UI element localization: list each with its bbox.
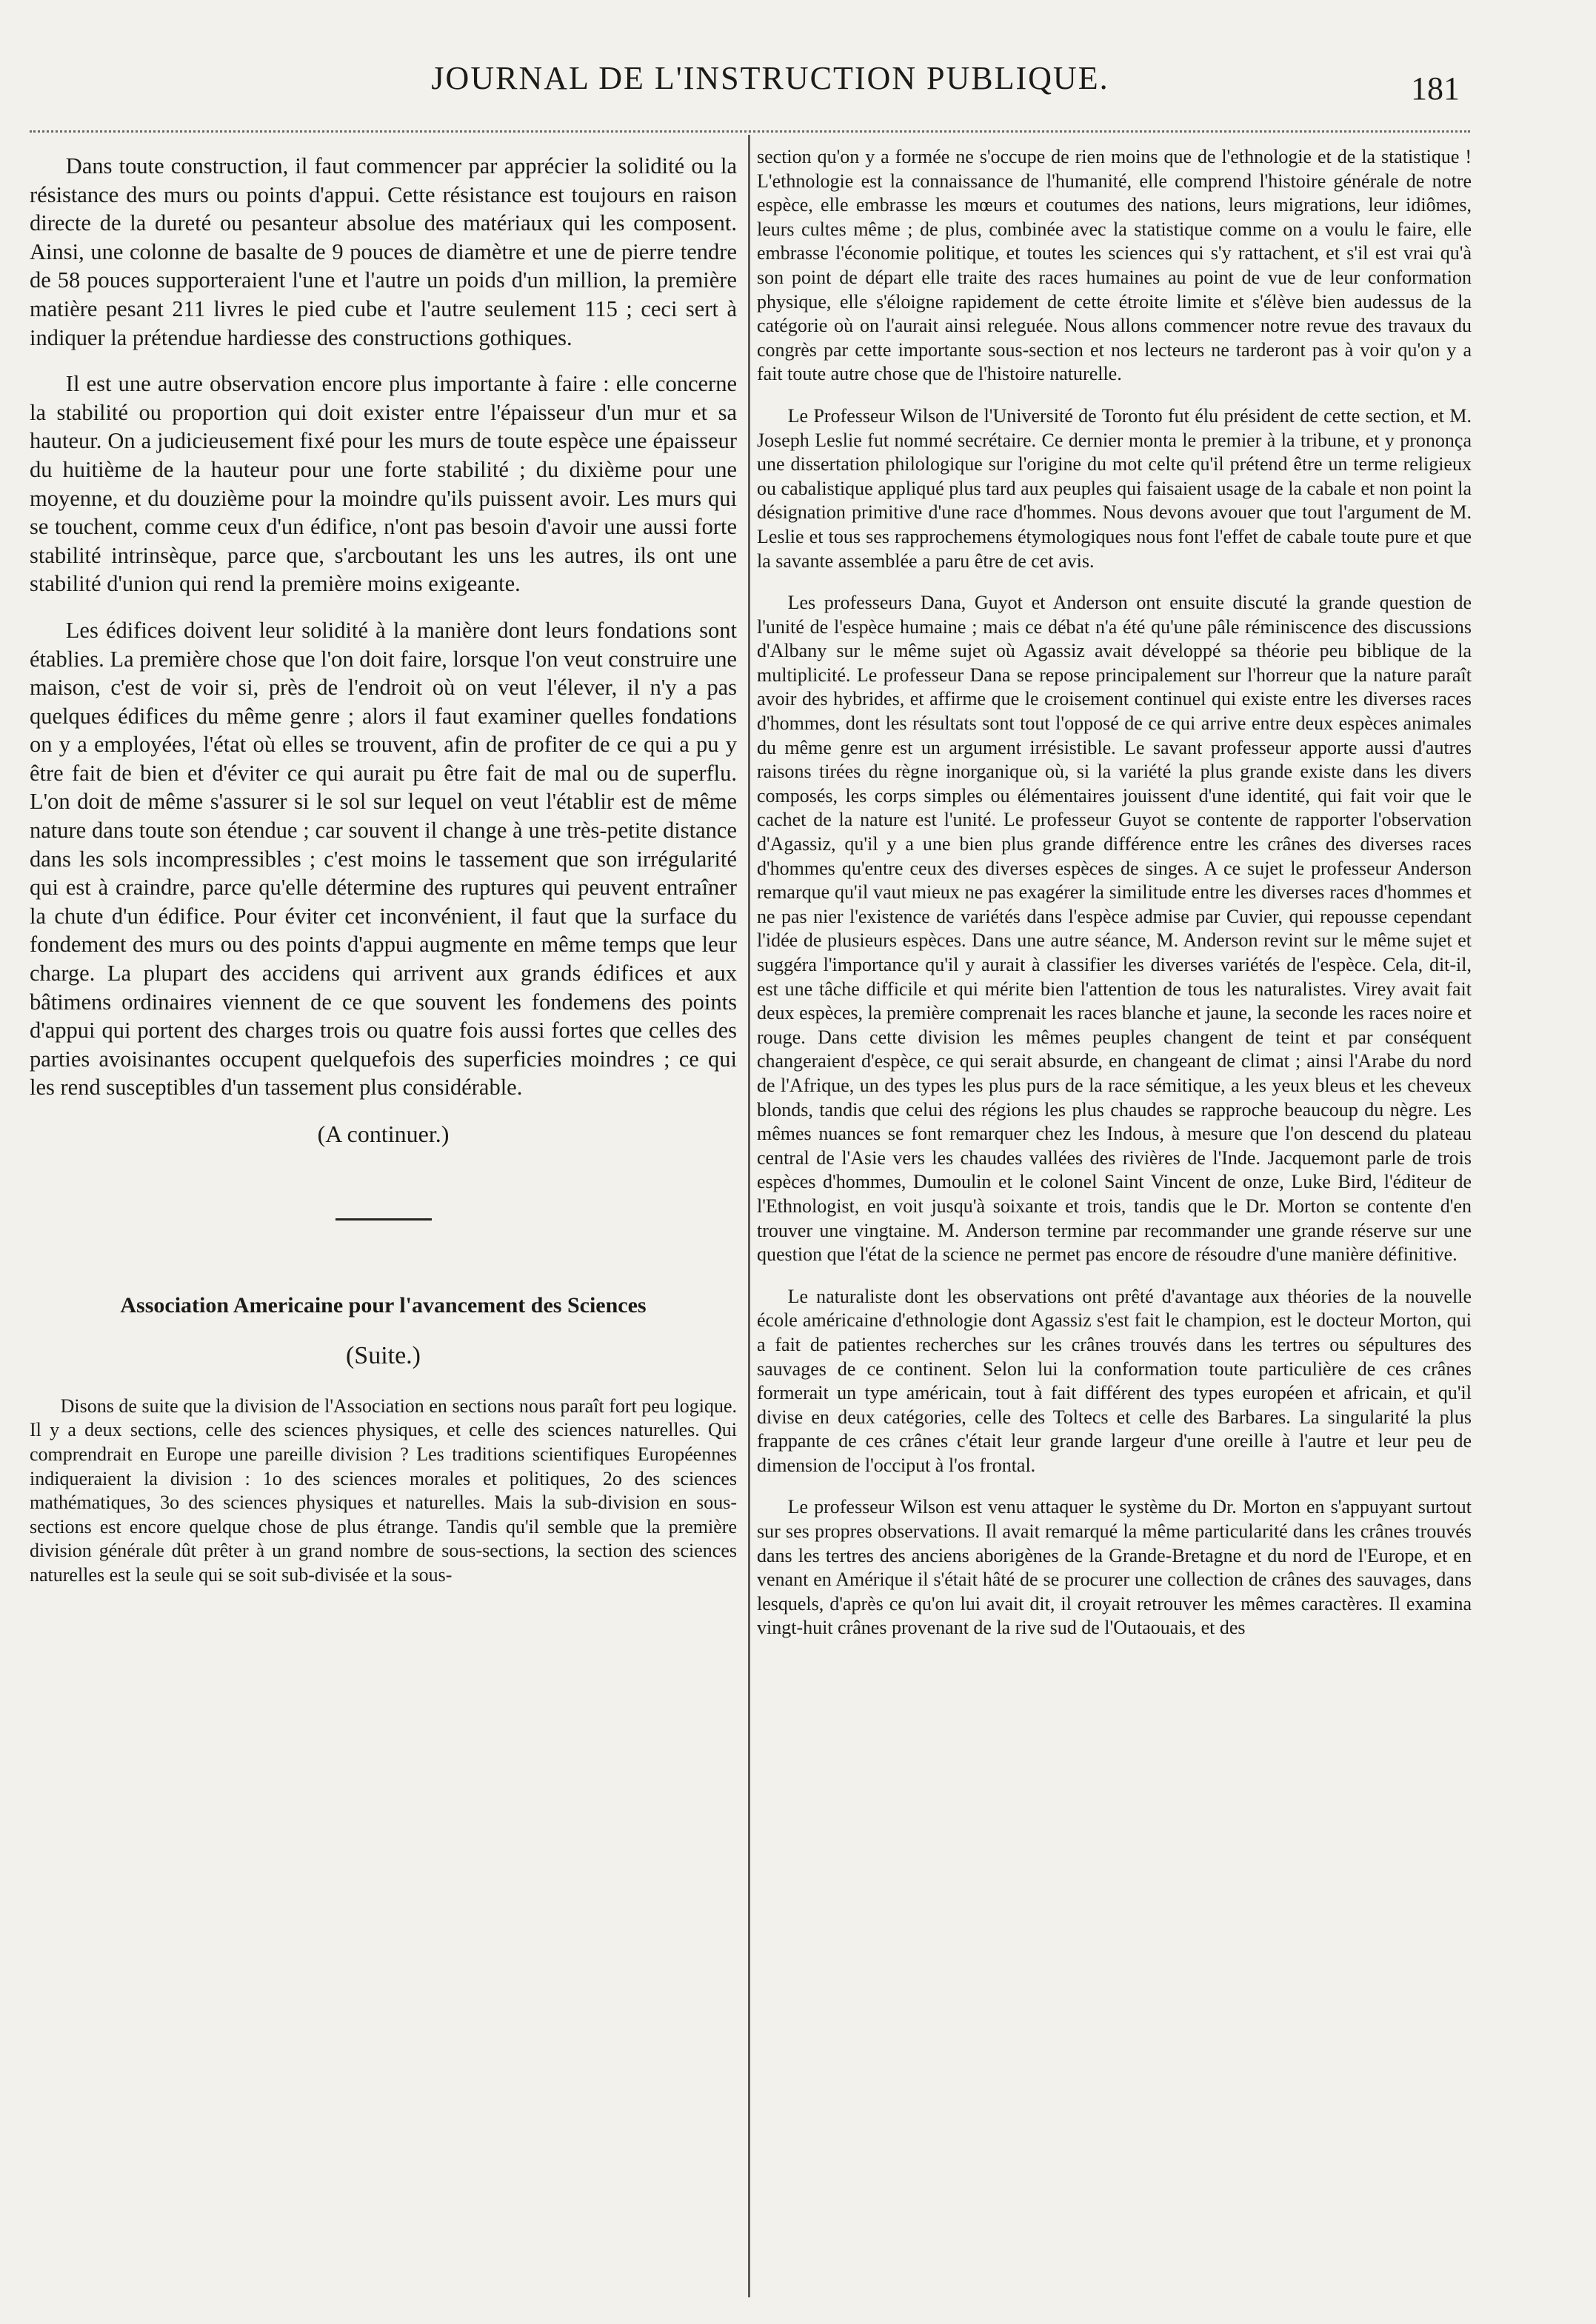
left-lower-text bbox=[30, 1395, 737, 1588]
left-paragraph-4: Disons de suite que la division de l'Association en sections nous paraît fort peu logique. Il y a deux sections, celle des sciences physiques, et celle des sciences naturelles. Qui comprendrait en Europe une pareille division ? Les traditions scientifiques Européennes indiqueraient la division : 1o des sciences morales et politiques, 2o des sciences mathématiques, 3o des sciences physiques et naturelles. Mais la sub-division en sous-sections est encore quelque chose de plus étrange. Tandis qu'il semble que la première division générale dût prêter à un grand nombre de sous-sections, la section des sciences naturelles est la seule qui se soit sub-divisée et la sous- bbox=[30, 1395, 737, 1586]
page-header-title: JOURNAL DE L'INSTRUCTION PUBLIQUE. bbox=[431, 60, 1109, 96]
left-paragraph-1: Dans toute construction, il faut commencer par apprécier la solidité ou la résistance des murs ou points d'appui. Cette résistance est toujours en raison directe de la dureté ou pesanteur absolue des matériaux qui les composent. Ainsi, une colonne de basalte de 9 pouces de diamètre et une de pierre tendre de 58 pouces supporteraient l'une et l'autre un poids d'un million, la première matière pesant 211 livres le pied cube et l'autre seulement 115 ; ceci sert à indiquer la prétendue hardiesse des constructions gothiques. bbox=[30, 153, 737, 350]
right-column bbox=[757, 145, 1472, 1658]
right-paragraph-1: section qu'on y a formée ne s'occupe de rien moins que de l'ethnologie et de la statistique ! L'ethnologie est la connaissance de l'humanité, elle comprend l'histoire générale de notre espèce, elle embrasse les mœurs et coutumes des nations, leurs migrations, leur idiômes, leurs cultes même ; de plus, combinée avec la statistique comme on a voulu le faire, elle embrasse l'économie politique, et toutes les sciences qui s'y rattachent, et s'il est vrai qu'à son point de départ elle traite des races humaines au point de vue de leur conformation physique, elle s'éloigne rapidement de cette étroite limite et s'élève bien audessus de la catégorie où on l'aurait ainsi releguée. Nous allons commencer notre revue des travaux du congrès par cette importante sous-section et nos lecteurs ne tarderont pas à voir qu'on y a fait toute autre chose que de l'histoire naturelle. bbox=[757, 146, 1472, 385]
left-paragraph-2: Il est une autre observation encore plus importante à faire : elle concerne la stabilité ou proportion qui doit exister entre l'épaisseur d'un mur et sa hauteur. On a judicieusement fixé pour les murs de toute espèce une épaisseur du huitième de la hauteur pour une forte stabilité ; du dixième pour une moyenne, et du douzième pour la moindre qu'ils puissent avoir. Les murs qui se touchent, comme ceux d'un édifice, n'ont pas besoin d'avoir une aussi forte stabilité intrinsèque, parce que, s'arcboutant les uns les autres, ils ont une stabilité d'union qui rend la première moins exigeante. bbox=[30, 371, 737, 597]
right-paragraph-2: Le Professeur Wilson de l'Université de Toronto fut élu président de cette section, et M. Joseph Leslie fut nommé secrétaire. Ce dernier monta le premier à la tribune, et y prononça une dissertation philologique sur l'origine du mot celte qu'il prétend être un terme religieux ou cabalistique appliqué plus tard aux peuples qui faisaient usage de la cabale et non point la désignation primitive d'une race d'hommes. Nous devons avouer que tout l'argument de M. Leslie et tous ses rapprochemens étymologiques nous font l'effet de cabale toute pure et que la savante assemblée a paru être de cet avis. bbox=[757, 404, 1472, 572]
left-column bbox=[30, 152, 737, 1588]
section-title: Association Americaine pour l'avancement des Sciences bbox=[120, 1292, 647, 1318]
continuation-note: (A continuer.) bbox=[317, 1121, 450, 1147]
section-suite-label: (Suite.) bbox=[345, 1342, 421, 1370]
header-rule bbox=[30, 130, 1470, 133]
column-divider bbox=[748, 135, 750, 2297]
right-paragraph-5: Le professeur Wilson est venu attaquer le système du Dr. Morton en s'appuyant surtout sur ses propres observations. Il avait remarqué la même particularité dans les crânes trouvés dans les tertres des anciens aborigènes de la Grande-Bretagne et du nord de l'Europe, et en venant en Amérique il s'était hâté de se procurer une collection de crânes des sauvages, dans lesquels, d'après ce qu'on lui avait dit, il croyait retrouver les mêmes caractères. Il examina vingt-huit crânes provenant de la rive sud de l'Outaouais, et des bbox=[757, 1496, 1472, 1639]
page-number: 181 bbox=[1411, 70, 1460, 107]
section-separator bbox=[335, 1218, 432, 1221]
right-paragraph-3: Les professeurs Dana, Guyot et Anderson ont ensuite discuté la grande question de l'unité de l'espèce humaine ; mais ce débat n'a été qu'une pâle réminiscence des discussions d'Albany sur le même sujet où Agassiz avait développé sa théorie peu biblique de la multiplicité. Le professeur Dana se repose principalement sur l'horreur que la nature paraît avoir des hybrides, et affirme que le croisement continuel qui existe entre les diverses races d'hommes, dont les résultats sont tout l'opposé de ce qui arrive entre deux espèces animales du même genre est un argument irrésistible. Le savant professeur apporte aussi d'autres raisons tirées du règne inorganique où, si la variété la plus grande existe dans les divers composés, les corps simples ou élémentaires jouissent d'une identité, qui fait voir que le cachet de la nature est l'unité. Le professeur Guyot se contente de rapporter l'observation d'Agassiz, qu'il y a une bien plus grande différence entre les crânes des diverses races d'hommes qu'entre ceux des diverses espèces de singes. A ce sujet le professeur Anderson remarque qu'il vaut mieux ne pas exagérer la similitude entre les diverses races d'hommes et ne pas nier l'existence de variétés dans l'espèce admise par Cuvier, qui repousse cependant l'idée de plusieurs espèces. Dans une autre séance, M. Anderson revint sur le même sujet et suggéra l'importance qu'il y aurait à classifier les diverses variétés de l'espèce. Cela, dit-il, est une tâche difficile et qui mérite bien l'attention de tous les naturalistes. Virey avait fait deux espèces, la première comprenait les races blanche et jaune, la seconde les races noire et rouge. Dans cette division les mêmes peuples changent de teint et par conséquent changeraient d'espèce, ce qui serait absurde, en changeant de climat ; ainsi l'Arabe du nord de l'Afrique, un des types les plus purs de la race sémitique, a les yeux bleus et les cheveux blonds, tandis que celui des régions les plus chaudes se rapproche beaucoup du nègre. Les mêmes nuances se font remarquer chez les Indous, à mesure que l'on descend du plateau central de l'Asie vers les chaudes vallées des rivières de l'Inde. Jacquemont parle de trois espèces d'hommes, Dumoulin et le colonel Saint Vincent de onze, Luke Bird, l'éditeur de l'Ethnologist, en voit jusqu'à soixante et trois, tandis que le Dr. Morton se contente d'en trouver une vingtaine. M. Anderson termine par recommander une grande réserve sur une question que l'état de la science ne permet pas encore de résoudre d'une manière définitive. bbox=[757, 592, 1472, 1266]
right-paragraph-4: Le naturaliste dont les observations ont prêté d'avantage aux théories de la nouvelle école américaine d'ethnologie dont Agassiz s'est fait le champion, est le docteur Morton, qui a fait de patientes recherches sur les crânes trouvés dans les tertres ou sépultures des sauvages de ce continent. Selon lui la conformation toute particulière de ces crânes formerait un type américain, tout à fait différent des types européen et africain, et qu'il divise en deux catégories, celle des Toltecs et celle des Barbares. La singularité la plus frappante de ces crânes c'était leur grande largeur d'une oreille à l'autre et leur peu de dimension de l'occiput à l'os frontal. bbox=[757, 1285, 1472, 1476]
left-paragraph-3: Les édifices doivent leur solidité à la manière dont leurs fondations sont établies. La première chose que l'on doit faire, lorsque l'on veut construire une maison, c'est de voir si, près de l'endroit où on veut l'élever, il n'y a pas quelques édifices du même genre ; alors il faut examiner quelles fondations on y a employées, l'état où elles se trouvent, afin de profiter de ce qui a pu y être fait de bien et d'éviter ce qui aurait pu être fait de mal ou de superflu. L'on doit de même s'assurer si le sol sur lequel on veut l'établir est de même nature dans toute son étendue ; car souvent il change à une très-petite distance dans les sols incompressibles ; c'est moins le tassement que son irrégularité qui est à craindre, parce qu'elle détermine des ruptures qui peuvent entraîner la chute d'un édifice. Pour éviter cet inconvénient, il faut que la surface du fondement des murs ou des points d'appui augmente en même temps que leur charge. La plupart des accidens qui arrivent aux grands édifices et aux bâtimens ordinaires viennent de ce que souvent les fondemens des points d'appui qui portent des charges trois ou quatre fois aussi fortes que celles des parties avoisinantes occupent quelquefois des superficies moindres ; ce qui les rend susceptibles d'un tassement plus considérable. bbox=[30, 617, 737, 1101]
